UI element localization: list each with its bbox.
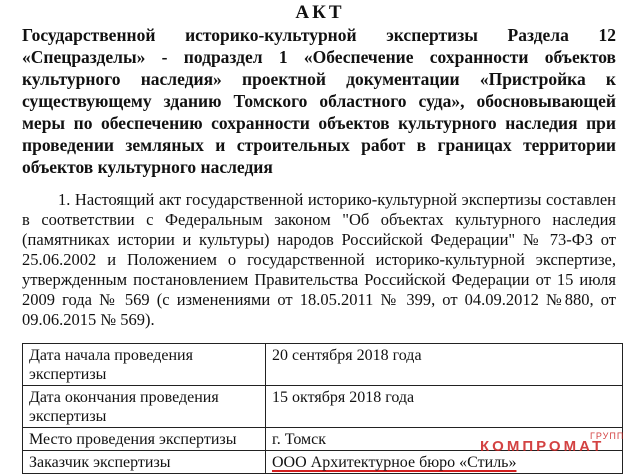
paragraph-line: 2009 года № 569 (с изменениями от 18.05.2011 № 399, от 04.09.2012 №880, от: [22, 290, 616, 309]
table-row: [23, 344, 623, 386]
heading-line: проведении земляных и строительных работ в границах территории: [22, 135, 616, 155]
paragraph-line: 25.06.2002 и Положением о государственной историко-культурной экспертизе,: [22, 250, 616, 269]
paragraph-line: в соответствии с Федеральным законом "Об объектах культурного наследия: [22, 210, 616, 229]
table-value-cell: г. Томск: [266, 428, 623, 451]
table-label-cell: Дата окончания проведения экспертизы: [23, 386, 266, 428]
paragraph-line: утвержденным постановлением Правительства Российской Федерации от 15 июля: [22, 270, 616, 289]
heading-line: Государственной историко-культурной экспертизы Раздела 12: [22, 25, 616, 45]
watermark-small-text: ГРУПП: [590, 431, 625, 441]
paragraph-line: (памятниках истории и культуры) народов Российской Федерации" № 73-ФЗ от: [22, 230, 616, 249]
table-label-cell: Дата начала проведения экспертизы: [23, 344, 266, 386]
heading-line: меры по обеспечению сохранности объектов культурного наследия при: [22, 113, 616, 133]
heading-line: культурного наследия» проектной документации «Пристройка к: [22, 69, 616, 89]
heading-line: существующему зданию Томского областного суда», обосновывающей: [22, 91, 616, 111]
heading-line: «Спецразделы» - подраздел 1 «Обеспечение сохранности объектов: [22, 47, 616, 67]
table-row: [23, 386, 623, 428]
table-label-cell: Место проведения экспертизы: [23, 428, 266, 451]
paragraph-line: 09.06.2015 № 569).: [22, 310, 155, 329]
document-title: АКТ: [295, 2, 345, 23]
table-value-cell: 20 сентября 2018 года: [266, 344, 623, 386]
paragraph-line: 1. Настоящий акт государственной историко-культурной экспертизы составлен: [58, 190, 616, 209]
customer-name: ООО Архитектурное бюро «Стиль»: [272, 454, 517, 471]
table-label-cell: Заказчик экспертизы: [23, 451, 266, 474]
table-value-cell: 15 октября 2018 года: [266, 386, 623, 428]
watermark-logo: КОМПРОМАТ: [480, 438, 605, 455]
heading-line: объектов культурного наследия: [22, 157, 273, 177]
